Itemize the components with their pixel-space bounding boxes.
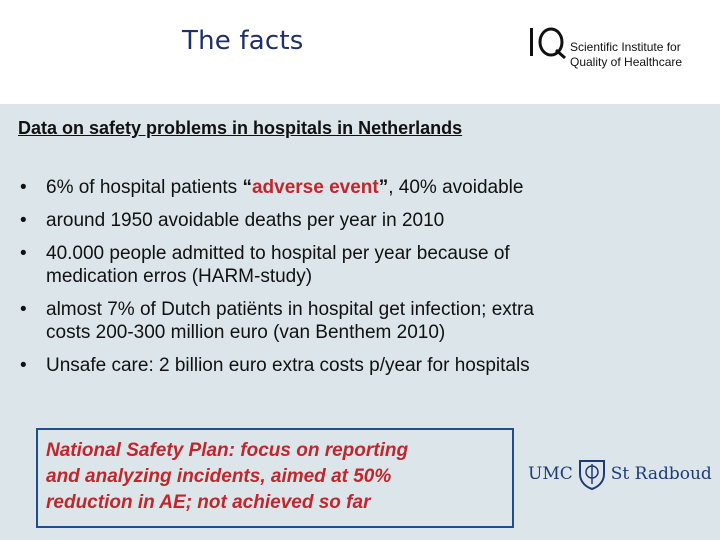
fact-1-close-quote: ” bbox=[378, 177, 389, 198]
fact-4-line2: costs 200-300 million euro (van Benthem 2010) bbox=[46, 322, 446, 343]
fact-1-highlight: adverse event bbox=[251, 177, 379, 198]
page-title: The facts bbox=[182, 26, 304, 56]
fact-4-line1: almost 7% of Dutch patiënts in hospital get infection; extra bbox=[46, 299, 534, 320]
note-line1: National Safety Plan: focus on reporting bbox=[46, 440, 409, 461]
fact-2-text: around 1950 avoidable deaths per year in 2010 bbox=[46, 210, 445, 231]
fact-1-pre: 6% of hospital patients bbox=[46, 177, 243, 198]
fact-item-medication bbox=[18, 242, 708, 288]
fact-1-open-quote: “ bbox=[242, 177, 252, 198]
umc-radboud-logo bbox=[528, 458, 712, 490]
iq-logo-line2: Quality of Healthcare bbox=[570, 55, 683, 69]
umc-text: UMC bbox=[528, 464, 573, 484]
fact-item-unsafe-care bbox=[18, 354, 708, 377]
iq-logo bbox=[528, 26, 708, 78]
fact-item-deaths bbox=[18, 209, 708, 232]
iq-logo-line1: Scientific Institute for bbox=[570, 40, 681, 54]
iq-logo-icon bbox=[528, 26, 566, 60]
st-radboud-text: St Radboud bbox=[610, 464, 712, 484]
note-line3: reduction in AE; not achieved so far bbox=[46, 492, 371, 513]
fact-1-post: , 40% avoidable bbox=[388, 177, 524, 198]
fact-3-line2: medication erros (HARM-study) bbox=[46, 266, 313, 287]
facts-list bbox=[18, 176, 708, 387]
fact-item-infection bbox=[18, 298, 708, 344]
crest-icon bbox=[577, 458, 607, 490]
iq-logo-text bbox=[570, 40, 682, 70]
note-line2: and analyzing incidents, aimed at 50% bbox=[46, 466, 392, 487]
safety-plan-note bbox=[36, 428, 514, 528]
fact-item-adverse-events bbox=[18, 176, 708, 199]
fact-3-line1: 40.000 people admitted to hospital per year because of bbox=[46, 243, 510, 264]
section-subtitle: Data on safety problems in hospitals in Netherlands bbox=[18, 118, 463, 138]
fact-5-text: Unsafe care: 2 billion euro extra costs p/year for hospitals bbox=[46, 355, 530, 376]
